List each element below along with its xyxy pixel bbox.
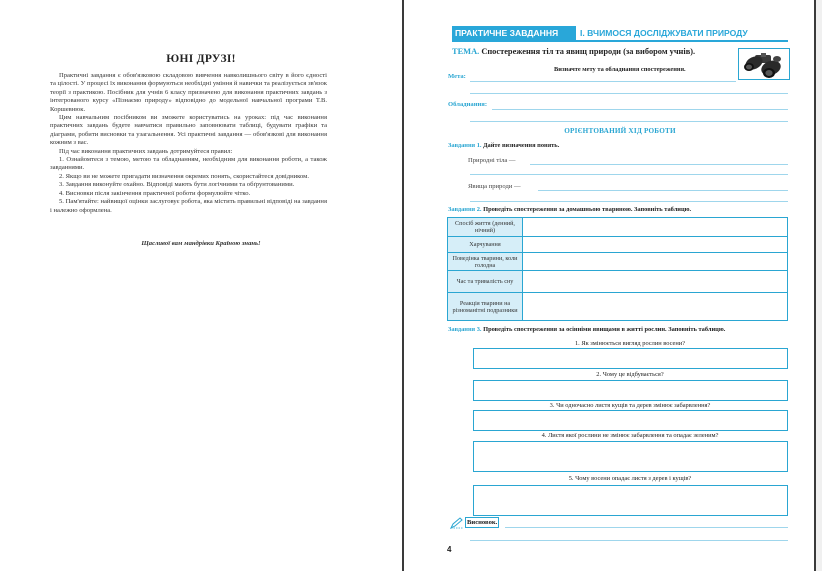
term-natural-bodies: Природні тіла — xyxy=(468,157,516,164)
header-badge: ПРАКТИЧНЕ ЗАВДАННЯ xyxy=(452,26,576,41)
task-2-heading xyxy=(448,206,691,213)
intro-paragraph: Під час виконання практичних завдань дотримуйтеся правил: xyxy=(59,147,233,155)
row-header: Час та тривалість сну xyxy=(448,271,523,293)
page-left xyxy=(0,0,402,571)
question-4: 4. Листя якої рослини не змінює забарвлення та опадає зеленим? xyxy=(541,432,719,439)
instruction: Визначте мету та обладнання спостереження. xyxy=(554,66,686,73)
definition-input-line[interactable] xyxy=(530,164,788,165)
task-2-label: Завдання 2. xyxy=(448,206,482,213)
page-header xyxy=(452,26,788,42)
term-natural-phenomena: Явища природи — xyxy=(468,183,521,190)
goal-input-line[interactable] xyxy=(470,81,736,82)
rule-item: 2. Якщо ви не можете пригадати визначення окремих понять, скористайтеся довідником. xyxy=(59,172,309,180)
topic xyxy=(452,47,695,56)
table-cell-input[interactable] xyxy=(523,253,788,271)
intro-paragraph: Практичні завдання є обов'язковою складовою вивчення навколишнього світу в його єдності та цілості. У процесі їх виконання формуються необхідні уміння й навички та реалізується зв'язок теорії з практикою. Посібник для учнів 6 класу призначено для виконання практичних завдань з інтегрованого курсу «Пізнаємо природу» відповідно до модельної навчальної програми Т.В. Коршевнюк. xyxy=(50,72,327,113)
question-3: 3. Чи одночасно листя кущів та дерев змінює забарвлення? xyxy=(549,402,711,409)
table-cell-input[interactable] xyxy=(523,271,788,293)
rule-item: 4. Висновки після закінчення практичної роботи формулюйте чітко. xyxy=(59,189,251,197)
rule-item: 1. Ознайомтеся з темою, метою та обладнанням, необхідним для виконання роботи, а також завданнями. xyxy=(50,156,327,172)
row-header: Реакція тварини на різноманітні подразники xyxy=(448,293,523,321)
equipment-input-line[interactable] xyxy=(470,121,788,122)
task-3-text: Проведіть спостереження за осінніми явищами в житті рослин. Заповніть таблицю. xyxy=(483,326,726,333)
answer-box-5[interactable] xyxy=(473,485,788,516)
topic-label: ТЕМА. xyxy=(452,47,480,56)
table-cell-input[interactable] xyxy=(523,237,788,253)
answer-box-2[interactable] xyxy=(473,380,788,401)
task-2-text: Проведіть спостереження за домашньою твариною. Заповніть таблицю. xyxy=(483,206,692,213)
header-underline xyxy=(452,40,788,42)
row-header: Харчування xyxy=(448,237,523,253)
intro-title: ЮНІ ДРУЗІ! xyxy=(166,53,236,65)
intro-paragraph: Цим навчальним посібником ви зможете користуватись на уроках: під час виконання практичних завдань будете навчатися правильно заповнювати таблиці, будувати графіки та діаграми, робити висновки та узагальнення. Усі практичні завдання — обов'язкові для виконання кожним з вас. xyxy=(50,114,327,147)
table-cell-input[interactable] xyxy=(523,218,788,237)
observation-table xyxy=(447,217,788,321)
task-3-label: Завдання 3. xyxy=(448,326,482,333)
definition-input-line[interactable] xyxy=(470,174,788,175)
rule-item: 5. Пам'ятайте: найвищої оцінки заслуговує робота, яка містить правильні відповіді на завдання і належно оформлена. xyxy=(50,198,327,214)
answer-box-1[interactable] xyxy=(473,348,788,369)
header-section-title: І. ВЧИМОСЯ ДОСЛІДЖУВАТИ ПРИРОДУ xyxy=(580,28,748,38)
question-1: 1. Як змінюється вигляд рослин восени? xyxy=(574,340,686,347)
table-cell-input[interactable] xyxy=(523,293,788,321)
answer-box-4[interactable] xyxy=(473,441,788,472)
rule-item: 3. Завдання виконуйте охайно. Відповіді мають бути логічними та обґрунтованими. xyxy=(59,181,295,189)
row-header: Поведінка тварини, коли голодна xyxy=(448,253,523,271)
table-row xyxy=(448,271,788,293)
binoculars-icon xyxy=(739,49,790,80)
answer-box-3[interactable] xyxy=(473,410,788,431)
task-3-heading xyxy=(448,326,725,333)
equipment-label: Обладнання: xyxy=(448,101,488,108)
topic-text: Спостереження тіл та явищ природи (за вибором учнів). xyxy=(481,47,696,56)
viewer-gutter xyxy=(816,0,822,571)
page-number: 4 xyxy=(447,545,452,554)
pen-icon xyxy=(450,517,464,529)
conclusion-input-line[interactable] xyxy=(505,527,788,528)
goal-label: Мета: xyxy=(448,73,466,80)
intro-signature: Щасливої вам мандрівки Країною знань! xyxy=(141,240,261,247)
table-row xyxy=(448,293,788,321)
table-row xyxy=(448,237,788,253)
question-2: 2. Чому це відбувається? xyxy=(596,371,664,378)
definition-input-line[interactable] xyxy=(470,201,788,202)
intro-body xyxy=(50,72,327,215)
task-1-heading xyxy=(448,142,559,149)
row-header: Спосіб життя (денний, нічний) xyxy=(448,218,523,237)
table-row xyxy=(448,218,788,237)
goal-input-line[interactable] xyxy=(470,93,788,94)
conclusion-input-line[interactable] xyxy=(470,540,788,541)
definition-input-line[interactable] xyxy=(538,190,788,191)
question-5: 5. Чому восени опадає листя з дерев і кущів? xyxy=(568,475,692,482)
table-row xyxy=(448,253,788,271)
binoculars-image xyxy=(738,48,790,80)
conclusion-label: Висновок. xyxy=(467,519,498,526)
procedure-title: ОРІЄНТОВАНИЙ ХІД РОБОТИ xyxy=(564,127,676,135)
task-1-label: Завдання 1. xyxy=(448,142,482,149)
task-1-text: Дайте визначення понять. xyxy=(483,142,560,149)
equipment-input-line[interactable] xyxy=(492,109,788,110)
